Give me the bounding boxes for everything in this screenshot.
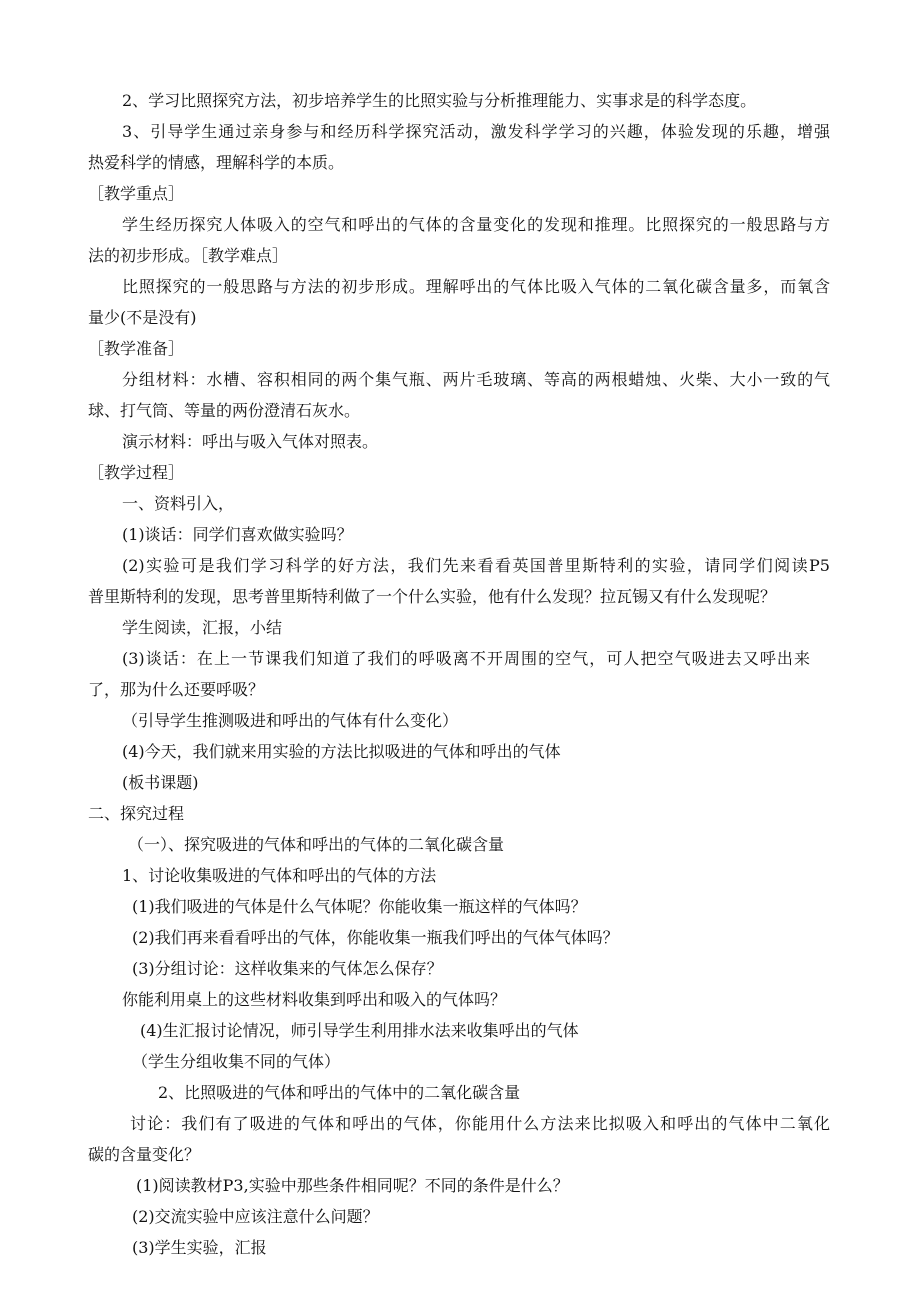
intro-step-2-cont: 普里斯特利的发现，思考普里斯特利做了一个什么实验，他有什么发现？拉瓦锡又有什么发现呢？ [88,587,777,606]
key-points-cont: 法的初步形成。［教学难点］ [88,246,289,265]
discussion-cont: 碳的含量变化？ [88,1145,201,1164]
collect-q2: (2)我们再来看看呼出的气体，你能收集一瓶我们呼出的气体气体吗？ [132,928,619,947]
intro-step-4: (4)今天，我们就来用实验的方法比拟吸进的气体和呼出的气体 [122,742,561,761]
board-title-note: (板书课题) [122,773,199,792]
collect-q3: (3)分组讨论：这样收集来的气体怎么保存？ [132,959,443,978]
subsection-co2: （一）、探究吸进的气体和呼出的气体的二氧化碳含量 [128,835,505,854]
intro-step-2: (2)实验可是我们学习科学的好方法，我们先来看看英国普里斯特利的实验，请同学们阅读P5 [122,556,830,575]
guide-note: （引导学生推测吸进和呼出的气体有什么变化） [122,711,459,730]
objective-3-cont: 热爱科学的情感，理解科学的本质。 [88,153,345,172]
heading-key-points: ［教学重点］ [88,184,185,203]
section-intro: 一、资料引入， [122,494,235,513]
compare-q1: (1)阅读教材P3,实验中那些条件相同呢？不同的条件是什么？ [136,1176,569,1195]
heading-process: ［教学过程］ [88,463,185,482]
intro-step-3: (3)谈话：在上一节课我们知道了我们的呼吸离不开周围的空气，可人把空气吸进去又呼出来 [122,649,810,668]
difficult-points-text: 比照探究的一般思路与方法的初步形成。理解呼出的气体比吸入气体的二氧化碳含量多，而氧含 [122,277,830,296]
compare-q2: (2)交流实验中应该注意什么问题？ [132,1207,379,1226]
group-collect-note: （学生分组收集不同的气体） [132,1052,341,1071]
objective-2: 2、学习比照探究方法，初步培养学生的比照实验与分析推理能力、实事求是的科学态度。 [122,91,757,110]
student-report: 学生阅读，汇报，小结 [122,618,283,637]
compare-q3: (3)学生实验，汇报 [132,1238,267,1257]
item-collect-methods: 1、讨论收集吸进的气体和呼出的气体的方法 [122,866,437,885]
objective-3: 3、引导学生通过亲身参与和经历科学探究活动，激发科学学习的兴趣，体验发现的乐趣，增强 [122,122,830,141]
key-points-text: 学生经历探究人体吸入的空气和呼出的气体的含量变化的发现和推理。比照探究的一般思路与方 [122,215,830,234]
difficult-points-cont: 量少(不是没有) [88,308,197,327]
group-materials: 分组材料：水槽、容积相同的两个集气瓶、两片毛玻璃、等高的两根蜡烛、火柴、大小一致的气 [122,370,830,389]
section-inquiry: 二、探究过程 [88,804,185,823]
discussion-text: 讨论：我们有了吸进的气体和呼出的气体，你能用什么方法来比拟吸入和呼出的气体中二氧化 [130,1114,830,1133]
collect-q4: (4)生汇报讨论情况，师引导学生利用排水法来收集呼出的气体 [140,1021,579,1040]
collect-q1: (1)我们吸进的气体是什么气体呢？你能收集一瓶这样的气体吗？ [132,897,587,916]
item-compare-co2: 2、比照吸进的气体和呼出的气体中的二氧化碳含量 [158,1083,521,1102]
demo-materials: 演示材料：呼出与吸入气体对照表。 [122,432,379,451]
heading-preparation: ［教学准备］ [88,339,185,358]
collect-q3-followup: 你能利用桌上的这些材料收集到呼出和吸入的气体吗？ [122,990,507,1009]
intro-step-3-cont: 了，那为什么还要呼吸？ [88,680,265,699]
intro-step-1: (1)谈话：同学们喜欢做实验吗？ [122,525,353,544]
group-materials-cont: 球、打气筒、等量的两份澄清石灰水。 [88,401,361,420]
